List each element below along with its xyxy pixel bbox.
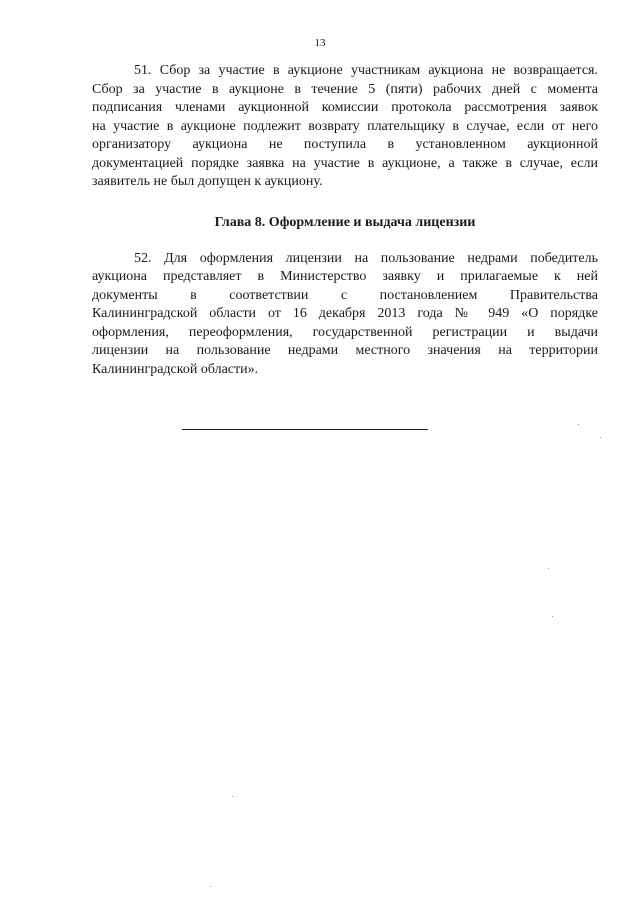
paragraph-52-line-7: Калининградской области». bbox=[92, 361, 259, 377]
paragraph-52-line-4: Калининградской области от 16 декабря 2013 года № 949 «О порядке bbox=[92, 306, 598, 321]
paragraph-51-line-1: 51. Сбор за участие в аукционе участникам аукциона не возвращается. bbox=[134, 63, 598, 78]
paragraph-52-line-5: оформления, переоформления, государственной регистрации и выдачи bbox=[92, 324, 598, 340]
scan-speck bbox=[578, 424, 579, 425]
paragraph-52-line-3: документы в соответствии с постановлением Правительства bbox=[92, 287, 598, 303]
paragraph-52-line-6: лицензии на пользование недрами местного значения на территории bbox=[92, 343, 598, 358]
paragraph-51-line-3: подписания членами аукционной комиссии протокола рассмотрения заявок bbox=[92, 100, 598, 115]
scan-speck bbox=[548, 568, 549, 569]
page-number: 13 bbox=[314, 37, 326, 49]
scan-speck bbox=[232, 796, 233, 797]
paragraph-52 bbox=[92, 250, 598, 380]
scan-speck bbox=[552, 616, 553, 617]
paragraph-51-line-4: на участие в аукционе подлежит возврату плательщику в случае, если от него bbox=[92, 118, 598, 134]
paragraph-51-line-6: документацией порядке заявка на участие в аукционе, а также в случае, если bbox=[92, 155, 598, 171]
document-body bbox=[92, 62, 598, 379]
paragraph-51 bbox=[92, 62, 598, 192]
paragraph-51-line-5: организатору аукциона не поступила в установленном аукционной bbox=[92, 137, 598, 152]
paragraph-51-line-2: Сбор за участие в аукционе в течение 5 (пяти) рабочих дней с момента bbox=[92, 81, 598, 97]
scan-speck bbox=[210, 886, 211, 887]
chapter-8-title: Глава 8. Оформление и выдача лицензии bbox=[214, 214, 476, 230]
paragraph-52-line-2: аукциона представляет в Министерство заявку и прилагаемые к ней bbox=[92, 269, 598, 284]
paragraph-51-line-7: заявитель не был допущен к аукциону. bbox=[92, 174, 323, 189]
scan-speck bbox=[600, 437, 601, 438]
end-separator-line bbox=[182, 429, 428, 430]
paragraph-52-line-1: 52. Для оформления лицензии на пользование недрами победитель bbox=[134, 250, 598, 266]
